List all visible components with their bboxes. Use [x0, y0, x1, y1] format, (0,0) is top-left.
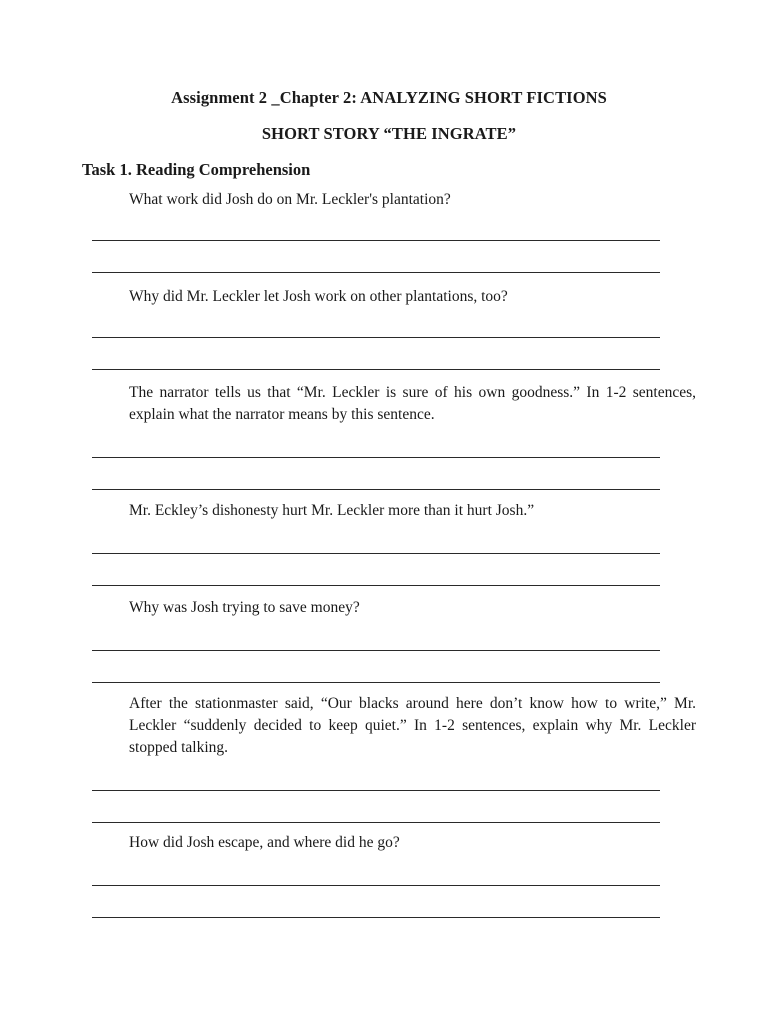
- answer-line[interactable]: [92, 369, 660, 370]
- assignment-title: Assignment 2 _Chapter 2: ANALYZING SHORT FICTIONS: [171, 88, 607, 107]
- answer-line[interactable]: [92, 337, 660, 338]
- story-title: SHORT STORY “THE INGRATE”: [261, 124, 517, 143]
- answer-line[interactable]: [92, 682, 660, 683]
- answer-line[interactable]: [92, 272, 660, 273]
- answer-line[interactable]: [92, 489, 660, 490]
- answer-line[interactable]: [92, 822, 660, 823]
- question-2: Why did Mr. Leckler let Josh work on other plantations, too?: [129, 288, 508, 305]
- question-3: The narrator tells us that “Mr. Leckler is sure of his own goodness.” In 1-2 sentences, explain what the narrator means by this sentence.: [129, 384, 696, 423]
- question-7: How did Josh escape, and where did he go?: [129, 834, 400, 851]
- answer-line[interactable]: [92, 553, 660, 554]
- question-4: Mr. Eckley’s dishonesty hurt Mr. Leckler more than it hurt Josh.”: [129, 502, 535, 519]
- question-1: What work did Josh do on Mr. Leckler's plantation?: [129, 191, 451, 208]
- answer-line[interactable]: [92, 240, 660, 241]
- question-6: After the stationmaster said, “Our blacks around here don’t know how to write,” Mr. Leckler “suddenly decided to keep quiet.” In 1-2 sentences, explain why Mr. Leckler stopped talking.: [129, 695, 696, 756]
- answer-line[interactable]: [92, 457, 660, 458]
- answer-line[interactable]: [92, 917, 660, 918]
- question-5: Why was Josh trying to save money?: [129, 599, 360, 616]
- answer-line[interactable]: [92, 650, 660, 651]
- task-heading: Task 1. Reading Comprehension: [82, 160, 311, 179]
- answer-line[interactable]: [92, 790, 660, 791]
- answer-line[interactable]: [92, 585, 660, 586]
- answer-line[interactable]: [92, 885, 660, 886]
